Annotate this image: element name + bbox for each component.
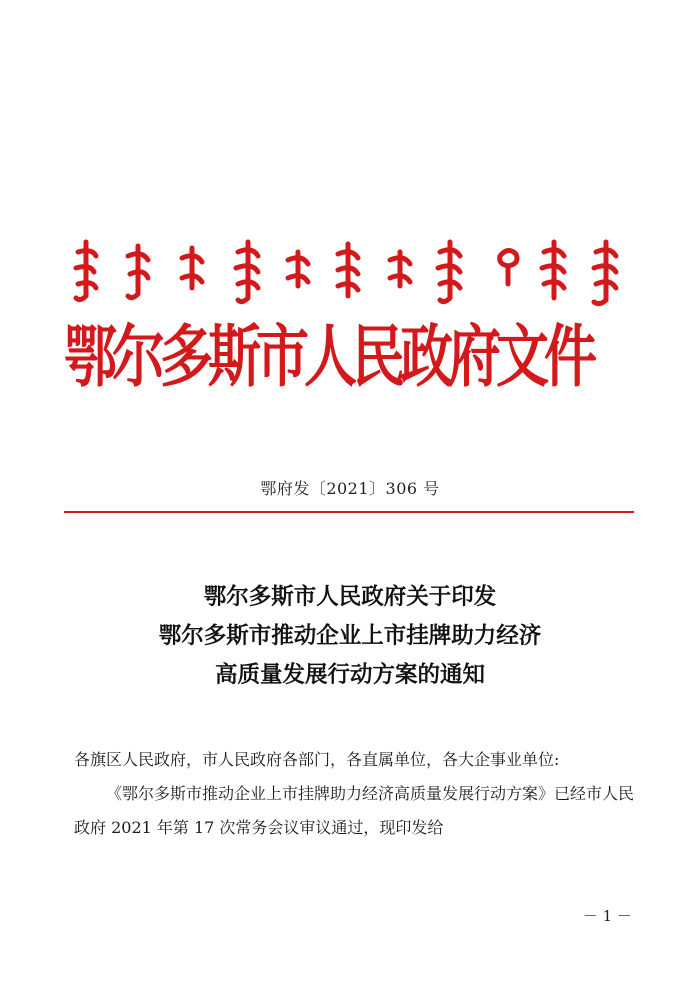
- page-number: － 1 －: [582, 907, 632, 925]
- addressee-paragraph: 各旗区人民政府，市人民政府各部门，各直属单位，各大企事业单位:: [74, 750, 560, 769]
- mongolian-script-graphic: [72, 238, 628, 308]
- document-title: [0, 578, 700, 695]
- body-paragraph: 《鄂尔多斯市推动企业上市挂牌助力经济高质量发展行动方案》已经市人民政府 2021 年第 17 次常务会议审议通过，现印发给: [74, 784, 635, 837]
- document-title-line-2: 鄂尔多斯市推动企业上市挂牌助力经济: [158, 623, 542, 649]
- document-body: [74, 743, 634, 845]
- document-header-title: 鄂尔多斯市人民政府文件: [64, 317, 592, 397]
- document-title-line-1: 鄂尔多斯市人民政府关于印发: [203, 584, 497, 610]
- document-title-line-3: 高质量发展行动方案的通知: [214, 662, 485, 688]
- document-number: 鄂府发〔2021〕306 号: [260, 479, 440, 498]
- mongolian-script-header: [72, 238, 628, 308]
- red-divider-rule: [64, 511, 634, 513]
